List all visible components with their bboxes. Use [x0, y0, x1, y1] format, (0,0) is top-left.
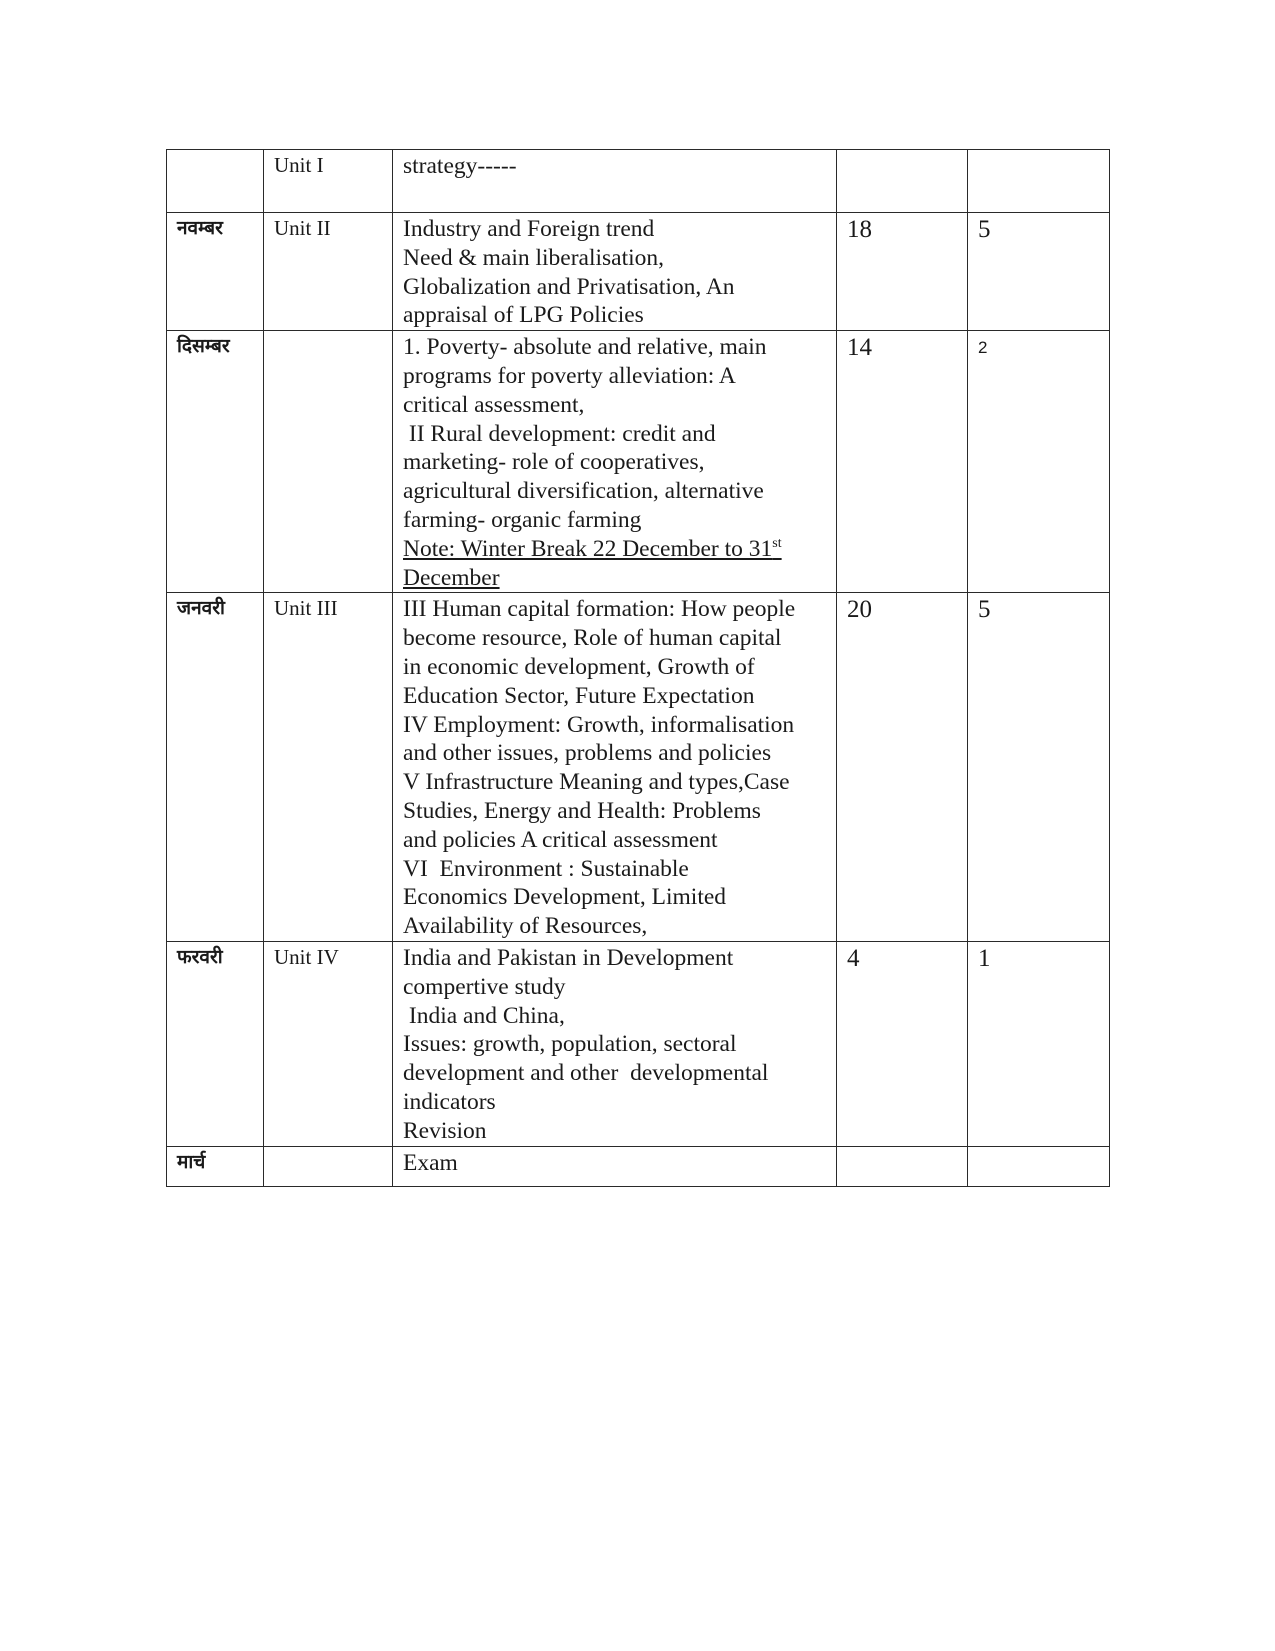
periods-cell	[837, 150, 968, 213]
topic-line: Education Sector, Future Expectation	[403, 682, 755, 709]
topic-line: Issues: growth, population, sectoral	[403, 1031, 737, 1058]
topic-line: become resource, Role of human capital	[403, 625, 782, 652]
table-row	[167, 1146, 1110, 1186]
topic-line: India and China,	[403, 1002, 565, 1029]
winter-break-note	[403, 535, 826, 564]
topic-line: agricultural diversification, alternative	[403, 478, 764, 505]
periods-cell: 18	[837, 213, 968, 331]
topic-cell	[393, 941, 837, 1146]
month-cell: नवम्बर	[167, 213, 264, 331]
table-row	[167, 331, 1110, 593]
topic-cell	[393, 213, 837, 331]
winter-break-note-continued: December	[403, 564, 500, 591]
topic-line: V Infrastructure Meaning and types,Case	[403, 769, 790, 796]
topic-line: IV Employment: Growth, informalisation	[403, 711, 795, 738]
tests-cell: 5	[968, 593, 1110, 942]
month-cell: दिसम्बर	[167, 331, 264, 593]
note-superscript: st	[772, 535, 782, 551]
topic-line: critical assessment,	[403, 391, 585, 418]
topic-line: II Rural development: credit and	[403, 420, 716, 447]
periods-cell: 14	[837, 331, 968, 593]
unit-cell: Unit III	[264, 593, 393, 942]
topic-line: development and other developmental	[403, 1060, 769, 1087]
topic-line: Industry and Foreign trend	[403, 216, 655, 242]
month-cell	[167, 150, 264, 213]
topic-line: Economics Development, Limited	[403, 884, 727, 911]
table-row	[167, 941, 1110, 1146]
tests-cell	[968, 150, 1110, 213]
topic-line: marketing- role of cooperatives,	[403, 449, 705, 476]
topic-line: appraisal of LPG Policies	[403, 302, 644, 329]
periods-cell: 4	[837, 941, 968, 1146]
topic-line: Globalization and Privatisation, An	[403, 273, 735, 300]
topic-line: 1. Poverty- absolute and relative, main	[403, 334, 767, 361]
topic-cell	[393, 593, 837, 942]
periods-cell	[837, 1146, 968, 1186]
topic-cell	[393, 1146, 837, 1186]
tests-cell: 5	[968, 213, 1110, 331]
topic-line: farming- organic farming	[403, 506, 642, 533]
topic-line: Revision	[403, 1117, 487, 1144]
month-cell: फरवरी	[167, 941, 264, 1146]
month-cell: मार्च	[167, 1146, 264, 1186]
month-cell: जनवरी	[167, 593, 264, 942]
topic-line: Availability of Resources,	[403, 913, 648, 940]
topic-cell	[393, 331, 837, 593]
tests-cell: 1	[968, 941, 1110, 1146]
unit-cell: Unit II	[264, 213, 393, 331]
teaching-plan-table	[166, 149, 1110, 1187]
unit-cell	[264, 331, 393, 593]
topic-line: VI Environment : Sustainable	[403, 855, 689, 882]
tests-cell: 2	[968, 331, 1110, 593]
periods-cell: 20	[837, 593, 968, 942]
unit-cell: Unit IV	[264, 941, 393, 1146]
topic-line: Studies, Energy and Health: Problems	[403, 797, 761, 824]
unit-cell	[264, 1146, 393, 1186]
topic-line: Exam	[403, 1149, 458, 1176]
unit-cell: Unit I	[264, 150, 393, 213]
table-row	[167, 593, 1110, 942]
topic-line: programs for poverty alleviation: A	[403, 362, 736, 389]
topic-line: III Human capital formation: How people	[403, 596, 796, 623]
topic-cell	[393, 150, 837, 213]
note-text: Note: Winter Break 22 December to 31	[403, 535, 773, 562]
topic-line: Need & main liberalisation,	[403, 244, 665, 271]
table-row	[167, 213, 1110, 331]
tests-cell	[968, 1146, 1110, 1186]
table-row	[167, 150, 1110, 213]
topic-line: and policies A critical assessment	[403, 826, 718, 853]
topic-line: in economic development, Growth of	[403, 653, 755, 680]
topic-line: strategy-----	[403, 153, 517, 179]
topic-line: compertive study	[403, 973, 566, 1000]
topic-line: India and Pakistan in Development	[403, 944, 734, 971]
topic-line: indicators	[403, 1088, 496, 1115]
topic-line: and other issues, problems and policies	[403, 740, 772, 767]
